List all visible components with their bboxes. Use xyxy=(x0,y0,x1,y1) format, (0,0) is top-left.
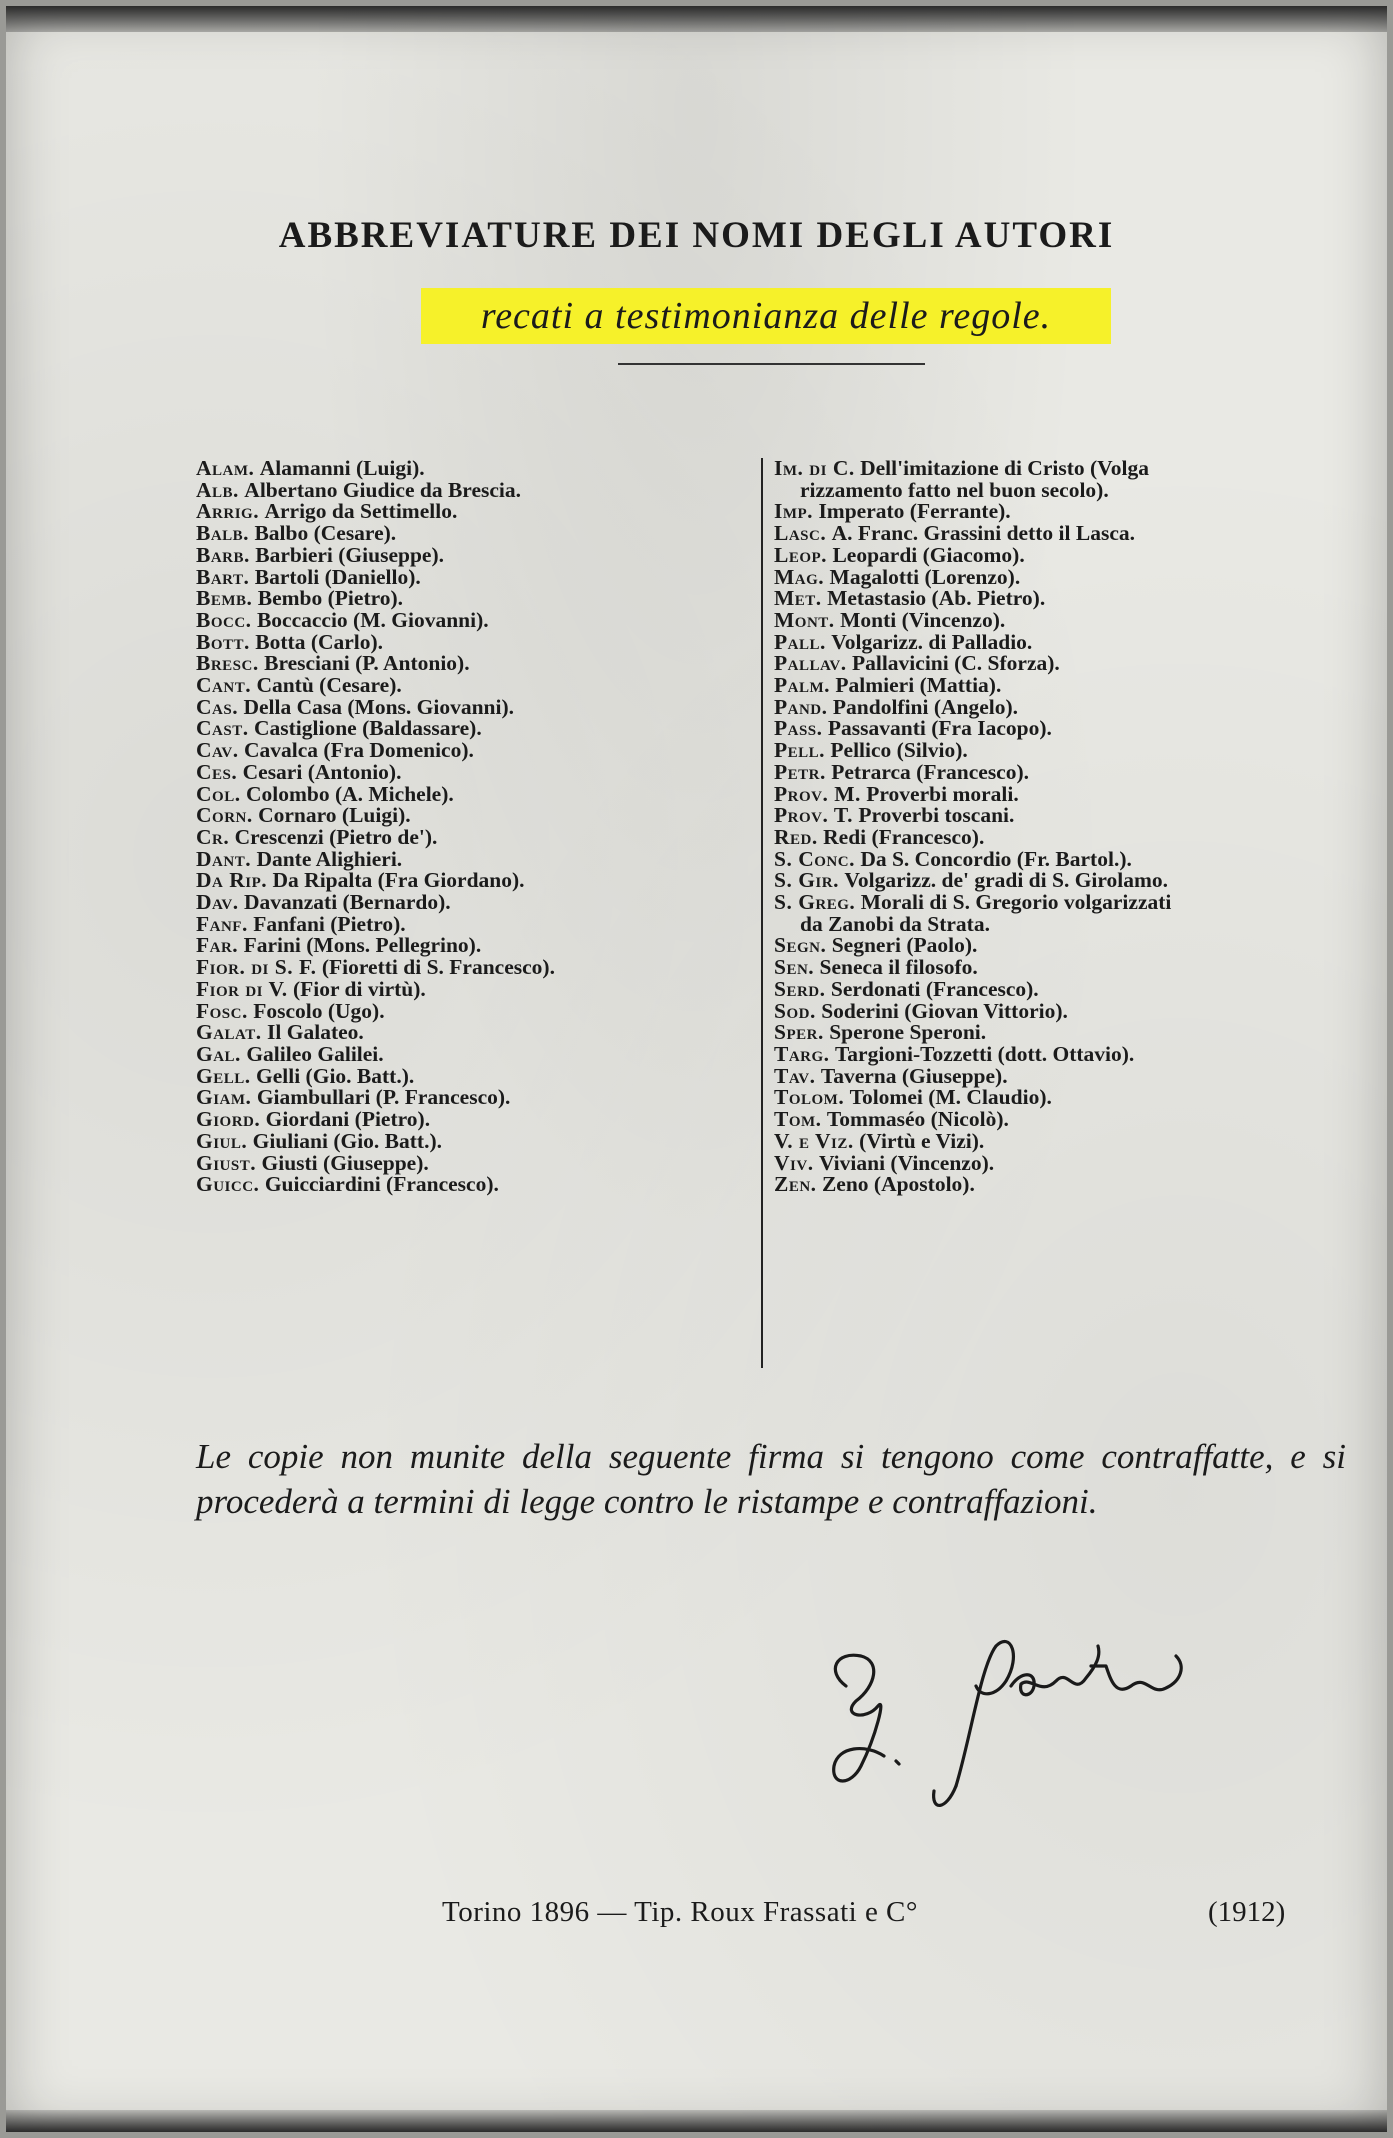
abbreviation: Bocc. xyxy=(196,607,252,632)
abbreviation-entry xyxy=(196,629,756,654)
abbreviation: Fosc. xyxy=(196,998,248,1023)
author-name: Passavanti (Fra Iacopo). xyxy=(827,716,1052,741)
abbreviation-entry xyxy=(196,653,756,675)
abbreviation-entry xyxy=(196,1063,756,1088)
abbreviation: Tolom. xyxy=(774,1085,845,1110)
author-name: Fanfani (Pietro). xyxy=(253,911,406,936)
abbreviation-entry xyxy=(774,501,1364,523)
author-name: Gelli (Gio. Batt.). xyxy=(256,1063,415,1088)
abbreviation-entry xyxy=(774,458,1364,480)
author-name: Segneri (Paolo). xyxy=(831,933,978,958)
author-name: Bartoli (Daniello). xyxy=(254,564,421,589)
title-rule xyxy=(618,363,925,365)
abbreviation: Cast. xyxy=(196,716,249,741)
abbreviation: Palm. xyxy=(774,673,831,698)
abbreviation-entry xyxy=(774,477,1364,502)
author-name: Targioni-Tozzetti (dott. Ottavio). xyxy=(834,1041,1135,1066)
abbreviation: Mag. xyxy=(774,564,825,589)
abbreviation: Giord. xyxy=(196,1107,261,1132)
abbreviation-entry xyxy=(196,542,756,567)
abbreviation: Cant. xyxy=(196,673,252,698)
abbreviation-entry xyxy=(196,1109,756,1131)
abbreviation-entry xyxy=(196,740,756,762)
abbreviation: Targ. xyxy=(774,1041,830,1066)
author-name: Proverbi toscani. xyxy=(858,803,1015,828)
author-name: Tommaséo (Nicolò). xyxy=(826,1107,1009,1132)
abbreviation: Giam. xyxy=(196,1085,252,1110)
author-name: Pellico (Silvio). xyxy=(830,738,968,763)
author-name: Morali di S. Gregorio volgarizzati xyxy=(860,890,1172,915)
abbreviation: Bart. xyxy=(196,564,250,589)
abbreviation-entry xyxy=(774,1087,1364,1109)
abbreviation: Gell. xyxy=(196,1063,251,1088)
abbreviation: Bemb. xyxy=(196,586,253,611)
abbreviation-entry xyxy=(774,824,1364,849)
abbreviation: Imp. xyxy=(774,499,814,524)
abbreviation: Fior di V. xyxy=(196,976,288,1001)
abbreviation: Da Rip. xyxy=(196,868,268,893)
abbreviation: Galat. xyxy=(196,1020,262,1045)
author-name: Alamanni (Luigi). xyxy=(259,456,425,480)
abbreviation: Prov. T. xyxy=(774,803,853,828)
abbreviation: Red. xyxy=(774,824,818,849)
author-name: Volgarizz. di Palladio. xyxy=(831,629,1033,654)
author-name: Tolomei (M. Claudio). xyxy=(849,1085,1052,1110)
abbreviation-entry xyxy=(774,935,1364,957)
abbreviation: Viv. xyxy=(774,1150,814,1175)
abbreviation: Col. xyxy=(196,781,241,806)
author-name: Balbo (Cesare). xyxy=(254,521,397,546)
author-name: Da S. Concordio (Fr. Bartol.). xyxy=(860,846,1132,871)
abbreviation-entry xyxy=(196,458,756,480)
abbreviation-entry xyxy=(774,740,1364,762)
author-name: Magalotti (Lorenzo). xyxy=(829,564,1021,589)
abbreviation: Fior. di S. F. xyxy=(196,955,317,980)
signature-image xyxy=(806,1626,1206,1826)
abbreviation: Bresc. xyxy=(196,651,259,676)
author-name: Cornaro (Luigi). xyxy=(258,803,411,828)
abbreviation-entry xyxy=(196,1150,756,1175)
abbreviation: Pallav. xyxy=(774,651,847,676)
author-name: Bembo (Pietro). xyxy=(257,586,404,611)
abbreviation: Serd. xyxy=(774,976,826,1001)
author-name: Soderini (Giovan Vittorio). xyxy=(821,998,1068,1023)
abbreviation: Pand. xyxy=(774,694,828,719)
author-name: Bresciani (P. Antonio). xyxy=(264,651,470,676)
abbreviations-right-column xyxy=(774,458,1364,1196)
footer-code: (1912) xyxy=(1208,1896,1286,1928)
abbreviation-entry xyxy=(196,588,756,610)
abbreviation-entry xyxy=(774,1022,1364,1044)
abbreviation: Dav. xyxy=(196,890,239,915)
author-name: Imperato (Ferrante). xyxy=(818,499,1011,524)
author-name: Monti (Vincenzo). xyxy=(840,607,1006,632)
author-name: Giusti (Giuseppe). xyxy=(261,1150,429,1175)
abbreviation-entry xyxy=(196,892,756,914)
abbreviation-entry xyxy=(774,781,1364,806)
author-name: A. Franc. Grassini detto il Lasca. xyxy=(831,521,1135,546)
page-subtitle: recati a testimonianza delle regole. xyxy=(480,295,1052,337)
abbreviation-entry xyxy=(196,523,756,545)
author-name: Redi (Francesco). xyxy=(823,824,985,849)
abbreviation-entry xyxy=(196,935,756,957)
author-name: Colombo (A. Michele). xyxy=(245,781,454,806)
abbreviation: S. Gir. xyxy=(774,868,839,893)
abbreviation: Fanf. xyxy=(196,911,248,936)
abbreviation: Segn. xyxy=(774,933,827,958)
abbreviation: Balb. xyxy=(196,521,250,546)
abbreviation-entry xyxy=(196,957,756,979)
abbreviation-entry xyxy=(196,824,756,849)
abbreviation: V. e Viz. xyxy=(774,1128,854,1153)
abbreviation-entry xyxy=(196,564,756,589)
abbreviation-entry xyxy=(196,501,756,523)
abbreviation: Pell. xyxy=(774,738,826,763)
author-name: da Zanobi da Strata. xyxy=(800,911,990,936)
abbreviation: Sen. xyxy=(774,955,815,980)
abbreviation: Cav. xyxy=(196,738,239,763)
abbreviation-entry xyxy=(196,694,756,719)
abbreviation-entry xyxy=(774,523,1364,545)
author-name: Il Galateo. xyxy=(267,1020,364,1045)
author-name: Serdonati (Francesco). xyxy=(830,976,1039,1001)
abbreviation-entry xyxy=(774,805,1364,827)
abbreviation: Gal. xyxy=(196,1041,241,1066)
abbreviation-entry xyxy=(196,998,756,1023)
abbreviation: Giul. xyxy=(196,1128,248,1153)
author-name: Giambullari (P. Francesco). xyxy=(256,1085,511,1110)
abbreviation: Zen. xyxy=(774,1172,817,1197)
abbreviation-entry xyxy=(196,1087,756,1109)
abbreviation-entry xyxy=(774,1128,1364,1153)
abbreviation-entry xyxy=(774,892,1364,914)
abbreviation-entry xyxy=(196,607,756,632)
author-name: rizzamento fatto nel buon secolo). xyxy=(800,477,1109,502)
abbreviation-entry xyxy=(196,1022,756,1044)
author-name: Barbieri (Giuseppe). xyxy=(255,542,444,567)
author-name: Palmieri (Mattia). xyxy=(835,673,1002,698)
abbreviation: Giust. xyxy=(196,1150,257,1175)
abbreviation-entry xyxy=(774,607,1364,632)
abbreviation-entry xyxy=(774,870,1364,892)
author-name: Taverna (Giuseppe). xyxy=(820,1063,1008,1088)
abbreviation-entry xyxy=(196,805,756,827)
author-name: (Virtù e Vizi). xyxy=(859,1128,985,1153)
abbreviation: Cas. xyxy=(196,694,239,719)
abbreviation: Leop. xyxy=(774,542,828,567)
abbreviation: Mont. xyxy=(774,607,835,632)
abbreviation-entry xyxy=(774,675,1364,697)
abbreviation-entry xyxy=(196,870,756,892)
author-name: (Fioretti di S. Francesco). xyxy=(321,955,555,980)
abbreviations-left-column xyxy=(196,458,756,1196)
author-name: Zeno (Apostolo). xyxy=(821,1172,975,1197)
scanned-page xyxy=(6,6,1387,2132)
abbreviation-entry xyxy=(196,675,756,697)
abbreviation: Far. xyxy=(196,933,239,958)
abbreviation: Lasc. xyxy=(774,521,827,546)
abbreviation-entry xyxy=(196,477,756,502)
abbreviation-entry xyxy=(196,911,756,936)
author-name: Albertano Giudice da Brescia. xyxy=(244,477,522,502)
abbreviation: Bott. xyxy=(196,629,250,654)
abbreviation: Cr. xyxy=(196,824,230,849)
abbreviation: Barb. xyxy=(196,542,250,567)
publisher-footer: Torino 1896 — Tip. Roux Frassati e C° xyxy=(442,1896,919,1928)
author-name: Viviani (Vincenzo). xyxy=(818,1150,995,1175)
abbreviation-entry xyxy=(774,1150,1364,1175)
author-name: Cantù (Cesare). xyxy=(256,673,402,698)
author-name: Della Casa (Mons. Giovanni). xyxy=(243,694,515,719)
author-name: Da Ripalta (Fra Giordano). xyxy=(272,868,525,893)
abbreviation: Im. di C. xyxy=(774,456,855,480)
abbreviation-entry xyxy=(196,1041,756,1066)
abbreviation: Dant. xyxy=(196,846,252,871)
abbreviation-entry xyxy=(774,694,1364,719)
abbreviation-entry xyxy=(196,759,756,784)
abbreviation-entry xyxy=(774,957,1364,979)
author-name: Dell'imitazione di Cristo (Volga xyxy=(860,456,1149,480)
abbreviation-entry xyxy=(196,976,756,1001)
abbreviation: Pass. xyxy=(774,716,823,741)
abbreviation-entry xyxy=(774,564,1364,589)
abbreviation: Tom. xyxy=(774,1107,822,1132)
author-name: Metastasio (Ab. Pietro). xyxy=(827,586,1046,611)
abbreviation-entry xyxy=(774,759,1364,784)
scan-bottom-edge xyxy=(6,2110,1387,2132)
author-name: Volgarizz. de' gradi di S. Girolamo. xyxy=(844,868,1169,893)
abbreviation: Pall. xyxy=(774,629,826,654)
author-name: Pandolfini (Angelo). xyxy=(832,694,1019,719)
subtitle-highlight xyxy=(421,288,1111,344)
abbreviation: Arrig. xyxy=(196,499,260,524)
author-name: Botta (Carlo). xyxy=(255,629,384,654)
abbreviation-entry xyxy=(774,911,1364,936)
abbreviation-entry xyxy=(774,846,1364,871)
author-name: Giuliani (Gio. Batt.). xyxy=(252,1128,442,1153)
author-name: Sperone Speroni. xyxy=(829,1020,987,1045)
abbreviation-entry xyxy=(196,718,756,740)
abbreviation-entry xyxy=(774,718,1364,740)
author-name: Galileo Galilei. xyxy=(246,1041,384,1066)
abbreviation: Guicc. xyxy=(196,1172,260,1197)
author-name: Leopardi (Giacomo). xyxy=(832,542,1025,567)
abbreviation: S. Greg. xyxy=(774,890,856,915)
abbreviation-entry xyxy=(774,998,1364,1023)
scan-top-edge xyxy=(6,6,1387,32)
author-name: Cesari (Antonio). xyxy=(242,759,402,784)
abbreviation-entry xyxy=(196,846,756,871)
abbreviation-entry xyxy=(196,1174,756,1196)
abbreviation-entry xyxy=(774,629,1364,654)
abbreviation-entry xyxy=(774,1063,1364,1088)
author-name: (Fior di virtù). xyxy=(293,976,426,1001)
column-divider xyxy=(761,458,763,1368)
abbreviation: Petr. xyxy=(774,759,826,784)
abbreviation-entry xyxy=(196,781,756,806)
abbreviation-entry xyxy=(774,588,1364,610)
abbreviation-entry xyxy=(774,1041,1364,1066)
abbreviation: Alam. xyxy=(196,456,255,480)
author-name: Davanzati (Bernardo). xyxy=(244,890,451,915)
abbreviation-entry xyxy=(774,1109,1364,1131)
abbreviation: Alb. xyxy=(196,477,239,502)
abbreviation-entry xyxy=(774,1174,1364,1196)
abbreviation: Corn. xyxy=(196,803,253,828)
abbreviation-entry xyxy=(196,1128,756,1153)
abbreviation: Ces. xyxy=(196,759,238,784)
page-title: ABBREVIATURE DEI NOMI DEGLI AUTORI xyxy=(278,215,1115,256)
author-name: Pallavicini (C. Sforza). xyxy=(851,651,1060,676)
abbreviation: Met. xyxy=(774,586,822,611)
author-name: Castiglione (Baldassare). xyxy=(253,716,482,741)
author-name: Cavalca (Fra Domenico). xyxy=(244,738,474,763)
author-name: Dante Alighieri. xyxy=(256,846,403,871)
author-name: Proverbi morali. xyxy=(866,781,1019,806)
abbreviation-entry xyxy=(774,653,1364,675)
author-name: Guicciardini (Francesco). xyxy=(264,1172,499,1197)
abbreviation: Sper. xyxy=(774,1020,824,1045)
abbreviation: Tav. xyxy=(774,1063,816,1088)
author-name: Seneca il filosofo. xyxy=(819,955,978,980)
author-name: Giordani (Pietro). xyxy=(265,1107,431,1132)
copyright-notice: Le copie non munite della seguente firma si tengono come contraffatte, e si procederà a termini di legge contro le ristampe e contraffazioni. xyxy=(196,1437,1346,1521)
abbreviation: Prov. M. xyxy=(774,781,861,806)
abbreviation-entry xyxy=(774,542,1364,567)
author-name: Arrigo da Settimello. xyxy=(264,499,458,524)
author-name: Crescenzi (Pietro de'). xyxy=(234,824,438,849)
abbreviation: Sod. xyxy=(774,998,816,1023)
author-name: Boccaccio (M. Giovanni). xyxy=(256,607,489,632)
author-name: Foscolo (Ugo). xyxy=(253,998,385,1023)
author-name: Farini (Mons. Pellegrino). xyxy=(243,933,482,958)
abbreviation: S. Conc. xyxy=(774,846,855,871)
author-name: Petrarca (Francesco). xyxy=(831,759,1030,784)
abbreviation-entry xyxy=(774,976,1364,1001)
